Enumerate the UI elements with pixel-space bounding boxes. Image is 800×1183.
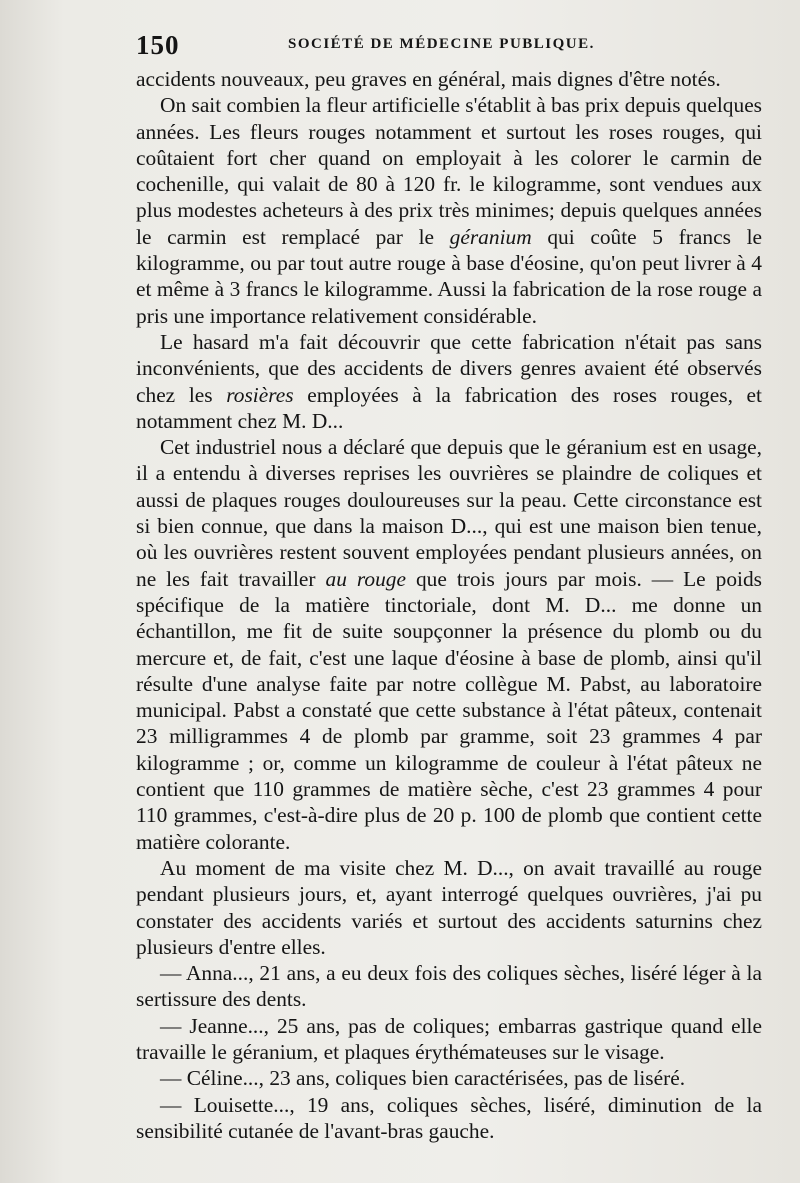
paragraph-text: Cet industriel nous a déclaré que depuis que le géranium est en usage, il a entendu à diverses reprises les ouvrières se plaindre de coliques et aussi de plaques rouges douloureuses sur la peau. Cette circonstance est si bien connue, que dans la maison D..., qui est une maison bien tenue, où les ouvrières restent souvent employées pendant plusieurs années, on ne les fait travailler — [136, 435, 762, 591]
paragraph-text: accidents nouveaux, peu graves en général, mais dignes d'être notés. — [136, 67, 721, 91]
paragraph — [136, 434, 762, 855]
body-text — [136, 66, 762, 1144]
paragraph — [136, 1092, 762, 1145]
paragraph — [136, 329, 762, 434]
paragraph-text: — Anna..., 21 ans, a eu deux fois des coliques sèches, liséré léger à la sertissure des dents. — [136, 961, 762, 1012]
paragraph — [136, 92, 762, 329]
italic-text: au rouge — [325, 566, 406, 591]
paragraph-text: — Jeanne..., 25 ans, pas de coliques; embarras gastrique quand elle travaille le géranium, et plaques érythémateuses sur le visage. — [136, 1013, 762, 1064]
paragraph-text: Le hasard m'a fait découvrir que cette fabrication n'était pas sans inconvénients, que des accidents de divers genres avaient été observés chez les — [136, 329, 762, 407]
italic-text: géranium — [449, 224, 532, 249]
paragraph-text: employées à la fabrication des roses rouges, et notamment chez M. D... — [136, 382, 762, 433]
paragraph-text: que trois jours par mois. — Le poids spécifique de la matière tinctoriale, dont M. D... me donne un échantillon, me fit de suite soupçonner la présence du plomb ou du mercure et, de fait, c'est une laque d'éosine à base de plomb, ainsi qu'il résulte d'une analyse faite par notre collègue M. Pabst, au laboratoire municipal. Pabst a constaté que cette substance à l'état pâteux, contenait 23 milligrammes 4 de plomb par gramme, soit 23 grammes 4 par kilogramme ; or, comme un kilogramme de couleur à l'état pâteux ne contient que 110 grammes de matière sèche, c'est 23 grammes 4 pour 110 grammes, c'est-à-dire plus de 20 p. 100 de plomb que contient cette matière colorante. — [136, 566, 762, 854]
paragraph-text: On sait combien la fleur artificielle s'établit à bas prix depuis quelques années. Les fleurs rouges notamment et surtout les roses rouges, qui coûtaient fort cher quand on employait à les colorer le carmin de cochenille, qui valait de 80 à 120 fr. le kilogramme, sont vendues aux plus modestes acheteurs à des prix très minimes; depuis quelques années le carmin est remplacé par le — [136, 93, 763, 249]
paragraph — [136, 66, 762, 92]
paragraph-text: — Louisette..., 19 ans, coliques sèches, liséré, diminution de la sensibilité cutanée de l'avant-bras gauche. — [136, 1092, 762, 1143]
running-title: SOCIÉTÉ DE MÉDECINE PUBLIQUE. — [288, 36, 595, 52]
paragraph — [136, 1013, 762, 1066]
paragraph-text: qui coûte 5 francs le kilogramme, ou par tout autre rouge à base d'éosine, qu'on peut livrer à 4 et même à 3 francs le kilogramme. Aussi la fabrication de la rose rouge a pris une importance relativement considérable. — [136, 224, 763, 328]
paragraph-text: — Céline..., 23 ans, coliques bien caractérisées, pas de liséré. — [160, 1066, 686, 1091]
paragraph — [136, 960, 762, 1013]
paragraph — [136, 1065, 762, 1091]
italic-text: rosières — [226, 382, 294, 407]
page-number: 150 — [136, 30, 180, 60]
paragraph — [136, 855, 762, 960]
page-header — [136, 30, 758, 64]
paragraph-text: Au moment de ma visite chez M. D..., on avait travaillé au rouge pendant plusieurs jours, et, ayant interrogé quelques ouvrières, j'ai pu constater des accidents variés et surtout des accidents saturnins chez plusieurs d'entre elles. — [136, 855, 762, 959]
